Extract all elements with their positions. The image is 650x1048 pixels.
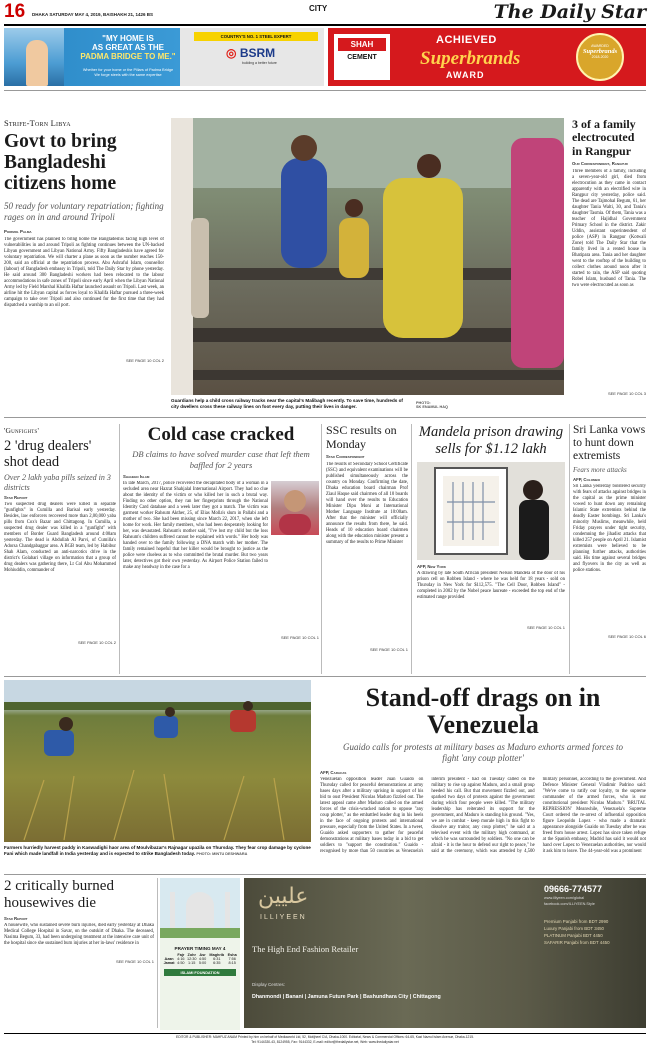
drug-deck: Over 2 lakh yaba pills seized in 3 districts	[4, 473, 111, 492]
illiyeen-centres: Dhanmondi | Banani | Jamuna Future Park | Bashundhara City | Chittagong	[252, 994, 441, 1000]
drug-see-page: SEE PAGE 10 COL 2	[77, 640, 116, 645]
award-text: AWARD	[446, 70, 485, 80]
page-header	[4, 2, 646, 22]
seal-top: AWARDED	[591, 44, 609, 48]
col-divider-b	[321, 424, 322, 674]
portrait-graphic	[271, 481, 319, 535]
photo1-credit-name: SK ENAMUL HAQ	[416, 405, 448, 409]
story-rangpur	[572, 118, 646, 413]
rangpur-body: Three members of a family, including a seven-year-old girl, died from electrocution as they came in contact apparently with an electrified wire in Rangpur city yesterday, police said. The dead are Tajmohal Begum, 61, her daughter Tania Walti, 30, and Tania's daughter Tasmia. Of them, Tania was a teacher of Hajidhal Government Primary School in the district. Zakir Uddin, assistant superintendent of police (ASP) in Rangpur (Kotwali Zone) told The Daily Star that the family lived in a rented house in Bhatipara area. Tania and her daughter went to the rooftop of the building to collect clothes around noon after it started to rain, the ASP said quoting Robel Islam, husband of Tania. The two were electrocuted as soon as	[572, 168, 646, 288]
ssc-see-page: SEE PAGE 10 COL 1	[369, 647, 408, 652]
mandela-byline: AFP, New York	[417, 564, 447, 569]
bsrm-logo-icon: ◎	[226, 46, 237, 60]
venezuela-headline: Stand-off drags on in Venezuela	[365, 683, 601, 739]
libya-headline: Govt to bring Bangladeshi citizens home	[4, 131, 117, 194]
mandela-see-page: SEE PAGE 10 COL 1	[526, 625, 565, 630]
housewives-headline: 2 critically burned housewives die	[4, 878, 114, 911]
photo2-credit-name: MINTU DESHWARA	[212, 852, 248, 856]
libya-byline: Porimol Palma	[4, 229, 32, 234]
coldcase-see-page: SEE PAGE 10 COL 1	[280, 635, 319, 640]
sub-line-1: Whether for your home or the Pillars of Padma Bridge	[82, 68, 174, 72]
child-figure	[26, 40, 48, 86]
offer-item: Luxury Panjabi from BDT 3450	[544, 926, 604, 931]
prayer-cell: Jamat	[163, 961, 175, 965]
libya-deck: 50 ready for voluntary repatriation; fighting rages on in and around Tripoli	[4, 201, 164, 222]
prayer-header: Zohr	[187, 953, 196, 957]
rangpur-byline: Our Correspondent, Rangpur	[572, 160, 628, 166]
prayer-cell: 6:31	[213, 957, 221, 961]
superbrands-text: Superbrands	[420, 48, 521, 69]
masthead: The Daily Star	[493, 1, 646, 23]
prayer-cell: 6:35	[213, 961, 221, 965]
quote-line-2: AS GREAT AS THE	[91, 43, 164, 52]
col-divider-e	[157, 878, 158, 1028]
prayer-cell: 4:50	[198, 957, 207, 961]
row-divider-3	[4, 874, 646, 875]
offer-item: Premium Panjabi from BDT 2990	[544, 919, 609, 924]
photo2-caption	[4, 845, 311, 857]
prayer-cell: 4:16	[177, 957, 185, 961]
libya-body: The government has planned to bring home the Bangladeshis facing high level of vulnerabilities in and around Tripoli as fighting continues between the UN-backed Libyan government and Libyan National Army. Fifty Bangladeshis have agreed for voluntary repatriation. We will charter a plane as soon as the number reaches 150-200, said an official at the repatriation process. Abu Ashraful Islam, counsellor (labour) of Bangladesh embassy in Tripoli, told The Daily Star by phone yesterday. He said around 300 Bangladeshi workers had been relocated to the labour accommodations in safe zones of Tripoli since early April when the Libyan National Army led by Field Marshal Khalifa Haftar launched assault on Tripoli. Last week, an airline hit the Libyan capital as forces loyal to Khalifa Haftar pursued a three-week campaign to take over Tripoli and also continued for the first time that they had dispatched a warship to an oil port.	[4, 237, 164, 308]
ad-bsrm-quote	[68, 34, 188, 61]
bsrm-brand: BSRM	[239, 46, 276, 60]
libya-see-page: SEE PAGE 10 COL 2	[125, 358, 164, 363]
photo1-credit	[416, 401, 476, 409]
harvest-scene	[4, 680, 311, 842]
coldcase-deck: DB claims to have solved murder case that left them baffled for 2 years	[132, 449, 310, 470]
achieved-text: ACHIEVED	[436, 34, 497, 46]
coldcase-byline: Shaheen Islam	[123, 474, 150, 479]
ad-bsrm-tagline: COUNTRY'S NO. 1 STEEL EXPERT	[194, 32, 318, 41]
drug-headline: 2 'drug dealers' shot dead	[4, 438, 92, 470]
housewives-body: A housewife, who sustained severe burn injuries, died early yesterday at Dhaka Medical College Hospital in Savar, on the outskirt of Dhaka. The deceased, Nasima Begum, 33, had been undergoing treatment at the intensive care unit of the hospital since she sustained burn injuries at her in-laws' residence in	[4, 923, 154, 946]
srilanka-headline: Sri Lanka vows to hunt down extremists	[573, 424, 646, 462]
srilanka-deck: Fears more attacks	[573, 466, 627, 474]
drug-kicker: 'Gunfights'	[4, 426, 40, 435]
col-divider-d	[569, 424, 570, 674]
photo2-caption-text: Farmers hurriedly harvest paddy in Kaswadighi haor area of Moulvibazar's Rajnagar upazila on Thursday. They fear crop damage by cyclone Fani which made landfall in India yesterday and is expected to strike Bangladesh today.	[4, 845, 311, 856]
venezuela-body: Venezuelan opposition leader Juan Guaido on Thursday called for peaceful demonstrations at army bases days after a military uprising in support of his bid to oust President Nicolas Maduro fizzled out. The latest appeal came after Maduro called on the armed forces of the crisis-wracked nation to oppose "any coup plotter," as the embattled leader dug in his heels in the face of ongoing protests and international pressure, especially from the United States. In a tweet, Guaido asked supporters to gather for peaceful demonstrations at military bases today in a bid to get soldiers to "support the constitution." Guaido - recognised by more than 50 countries as Venezuela's interim president - had on Tuesday called on the military to rise up against Maduro, and a small group heeded his call. But that movement fizzled out, and sparked two days of protests against the government during which four people were killed. "The military leadership has reiterated its support for the government, and Maduro is standing his ground. "Yes, we are in combat - keep morale high in this fight to dissolve any traitor, any coup plotter," he said at a televised event with the military high command, at which he was surrounded by soldiers. "No one can be afraid - it is the hour to defend our right to peace," he said at the ceremony, which was attended by 4,500 military personnel, according to the government. And Defence Minister General Vladimir Padrino said: "We've come to ratify our loyalty, to the supreme commander of the armed forces, who is our constitutional president Nicolas Maduro." 'BRUTAL REPRESSION' Meanwhile, Venezuela's Supreme Court ordered the re-arrest of influential opposition figure Leopoldo Lopez - who made a dramatic appearance alongside Guaido on Tuesday after he was freed from house arrest. Lopez has since taken refuge at the Spanish embassy, Madrid has said it would not hand over Lopez to Venezuelan authorities, nor would it ask him to leave. The 44-year-old was a prominent	[320, 777, 646, 854]
story-housewives	[4, 878, 154, 1030]
mandela-headline: Mandela prison drawing sells for $1.12 lakh	[418, 424, 564, 457]
prayer-header: Asr	[199, 953, 206, 957]
col-divider-a	[119, 424, 120, 674]
prayer-cell: 8:15	[228, 961, 236, 965]
offer-item: PLATINUM Panjabi BDT 4450	[544, 933, 603, 938]
prayer-row	[162, 961, 238, 965]
story-libya	[4, 118, 164, 413]
page-number: 16	[4, 1, 26, 22]
prayer-timing-box	[160, 878, 240, 1030]
illiyeen-tagline: The High End Fashion Retailer	[252, 944, 359, 954]
prayer-cell: 1:15	[188, 961, 196, 965]
mandela-photo	[417, 462, 565, 560]
ssc-byline: Star Correspondent	[326, 454, 365, 459]
shah-brand: SHAH	[338, 38, 386, 51]
prayer-header: Esha	[227, 953, 237, 957]
rangpur-headline: 3 of a family electrocuted in Rangpur	[572, 117, 636, 158]
header-rule	[4, 24, 646, 26]
story-drug	[4, 426, 116, 676]
illiyeen-phone: 09666-774577	[544, 884, 603, 894]
shah-cement-label: CEMENT	[347, 54, 377, 61]
housewives-see-page: SEE PAGE 10 COL 1	[115, 959, 154, 964]
drug-body: Two suspected drug dealers were killed in separate "gunfights" in Cumilla and Barisal early yesterday. Besides, law enforcers recovered more than 2,00,000 yaba pills from Cox's Bazar and Chittagong. In Cumilla, a suspected drug dealer was killed in a "gunfight" with members of Border Guard Bangladesh around 4:00am yesterday. The dead is Abdullah Al Parvi, of Cumilla's Adorsa Chandgabaggar area. A BGB team, led by Habibur Shah Alam, conducted an anti-narcotics drive in the district's Golabari village on information that a group of drug dealers was gathering there, Lt Col Abu Mohammed Mohiuddin, commander of	[4, 502, 116, 573]
illiyeen-web: www.illiyeen.com/global	[544, 896, 585, 900]
rangpur-see-page: SEE PAGE 10 COL 3	[607, 390, 646, 396]
drug-byline: Star Report	[4, 495, 28, 500]
story-coldcase	[123, 424, 319, 674]
ad-bsrm	[4, 28, 324, 86]
mandela-body: A drawing by late South African president Nelson Mandela of the door of his prison cell on Robben Island - where he was held for 18 years - sold on Thursday in New York for $112,575. "The Cell Door, Robben Island" - completed in 2002 by the Nobel peace laureate - exceeded the top end of the estimated range provided	[417, 571, 565, 600]
srilanka-body: Sri Lanka yesterday bolstered security with fears of attacks against bridges in the capital as the prime minister vowed to hunt down any remaining Islamic State extremists behind the deadly Easter bombings. Sri Lanka's minority Muslims, meanwhile, held Friday prayers under tight security, condemning the jihadist attacks that killed 257 people on April 21. Islamist extremists were believed to be planning further attacks, authorities said. His time against several bridges and flyovers in the city as well as police stations.	[573, 484, 646, 573]
coldcase-photo	[271, 481, 319, 535]
ssc-body: The results of Secondary School Certificate (SSC) and equivalent examinations will be published simultaneously across the country on Monday. Confirming the date, Dhaka education board chairman Prof Ziaul Haque said chairmen of all 10 boards will hand over the results to Education Minister Dipu Moni at International Mother Language Institute at 10:00am. After that the minister will officially announce the results from there, he said. Heads of 10 education board chairmen along with the education minister present a summary of the results to Prime Minister	[326, 462, 408, 545]
photo-railway	[171, 118, 564, 395]
prayer-cell: 4:50	[177, 961, 185, 965]
row-divider-1	[4, 417, 646, 418]
prayer-title: PRAYER TIMING MAY 4	[174, 946, 226, 951]
illiyeen-centres-label: Display Centres:	[252, 982, 286, 987]
dateline: DHAKA SATURDAY MAY 4, 2019, BAISHAKH 21, 1426 BS	[32, 12, 154, 17]
row-divider-2	[4, 676, 646, 677]
prayer-cell: Azan	[164, 957, 174, 961]
seal-name: Superbrands	[582, 48, 618, 55]
illiyeen-brand: ILLIYEEN	[260, 914, 307, 921]
superbrands-seal	[576, 33, 624, 81]
seal-bottom: 2018-2020	[591, 55, 609, 59]
prayer-header: Fajr	[177, 953, 185, 957]
ad-bsrm-sub	[68, 68, 188, 78]
footer-rule	[4, 1033, 646, 1034]
ssc-headline: SSC results on Monday	[326, 423, 397, 451]
ad-illiyeen	[244, 878, 646, 1028]
prayer-cell: 7:56	[228, 957, 236, 961]
railway-scene	[171, 118, 564, 395]
bsrm-logo	[226, 46, 275, 60]
story-mandela	[417, 424, 565, 674]
mosque-icon	[160, 878, 240, 938]
venezuela-byline: AFP, Caracas	[320, 770, 347, 775]
ad-divider	[4, 90, 646, 91]
photo2-credit-label: PHOTO:	[196, 852, 212, 856]
photo2-credit	[196, 852, 247, 856]
sub-line-2: We forge steels with the same expertise	[94, 73, 162, 77]
prayer-cell: 5:00	[198, 961, 207, 965]
story-venezuela	[320, 684, 646, 870]
prayer-header: Maghrib	[209, 953, 225, 957]
coldcase-body: In late March, 2017, police recovered the decapitated body of a woman in a secluded area near Hazrat Shahjalal International Airport. They had no clue about the identity of the victim or who killed her in such a brutal way. Finding no other option, they ran her fingerprints through the National Identity Card database and a week later they got a match. The victim was garment worker Rahsum Akther, 25, of Elias Molla's slum in Pallabi and a mother of two. She had been missing since March 22, 2017, when she left home for work. Her family members, who had been desperately looking for her, was devastated. Rahsum's mother said, "I've lost my child but the loss Rahsum's children suffered cannot be explained with words." Her body was handed over to the family following a DNA match with her mother. The family remained hopeful that her killer would be brought to justice as the police were clueless as to who committed the brutal murder. But two years later, detectives got their own yesterday. As Airport Police Station failed to make any headway in the case for a	[123, 481, 268, 570]
quote-line-3: PADMA BRIDGE TO ME."	[80, 52, 176, 61]
bsrm-brand-sub: building a better future	[242, 61, 277, 65]
venezuela-deck: Guaido calls for protests at military bases as Maduro exhorts armed forces to fight 'any coup plotter'	[343, 742, 623, 763]
housewives-byline: Star Report	[4, 916, 28, 921]
libya-kicker: Strife-Torn Libya	[4, 118, 71, 128]
drawing-scene	[417, 462, 565, 560]
imprint-line-2: Tel: 9144330-43, 8124955, Fax: 9144332, E-mail: editor@thedailystar.net, Web: www.thedailystar.net	[251, 1039, 399, 1044]
quote-line-1: "MY HOME IS	[102, 34, 154, 43]
illiyeen-fb: facebook.com/ILLIYEEN.Style	[544, 902, 595, 906]
footer-imprint	[4, 1035, 646, 1044]
prayer-cell: 12:30	[186, 957, 197, 961]
offer-item: SAFARIR Panjabi from BDT 4450	[544, 940, 610, 945]
prayer-table	[162, 953, 238, 965]
prayer-sponsor: ISLAMI FOUNDATION	[164, 969, 236, 976]
coldcase-headline: Cold case cracked	[147, 424, 295, 445]
story-ssc	[326, 424, 408, 674]
photo-paddy-harvest	[4, 680, 311, 842]
illiyeen-offers	[544, 918, 610, 946]
srilanka-byline: AFP, Colombo	[573, 477, 601, 482]
illiyeen-arabic: عليين	[258, 884, 309, 909]
ad-shah-cement	[328, 28, 646, 86]
section-title: CITY	[309, 4, 328, 13]
srilanka-see-page: SEE PAGE 10 COL 6	[607, 634, 646, 639]
photo1-credit-label: PHOTO:	[416, 401, 431, 405]
col-divider-c	[411, 424, 412, 674]
photo1-caption: Guardians help a child cross railway tracks near the capital's Malibagh recently. To save time, hundreds of city dwellers cross these railway lines on foot every day, putting their lives in danger.	[171, 398, 403, 409]
story-srilanka	[573, 424, 646, 674]
imprint-line-1: EDITOR & PUBLISHER: MAHFUZ ANAM Printed by him on behalf of Mediaworld Ltd, 52, Motijheel C/A, Dhaka-1000. Editorial, News & Commercial Offices: 64-65, Kazi Nazrul Islam Avenue, Dhaka-1215.	[176, 1035, 474, 1039]
